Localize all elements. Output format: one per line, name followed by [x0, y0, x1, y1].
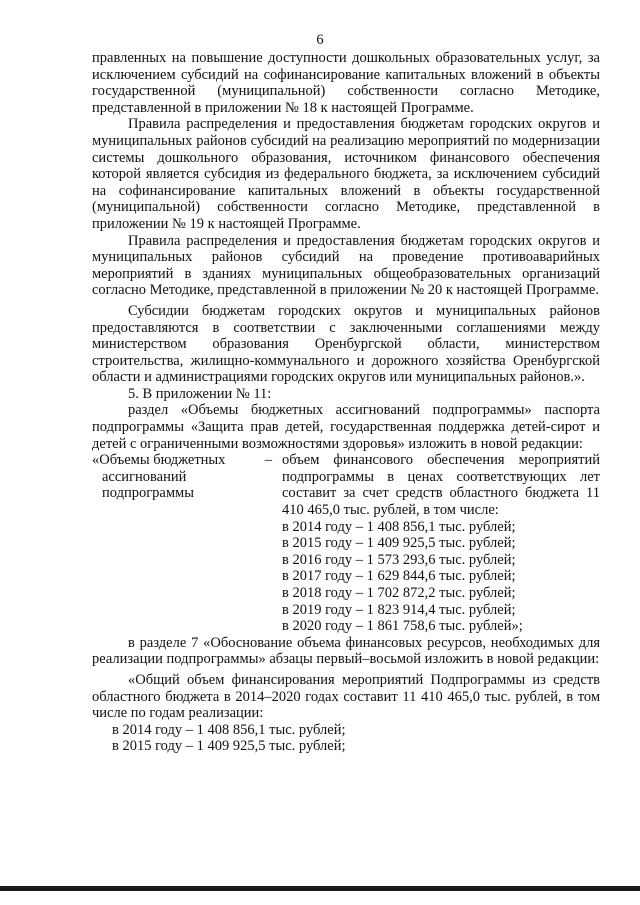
table-year-line: в 2017 году – 1 629 844,6 тыс. рублей; [282, 568, 516, 585]
table-year-line: в 2016 году – 1 573 293,6 тыс. рублей; [282, 551, 516, 568]
years-list [92, 722, 600, 755]
paragraph-section-budget: раздел «Объемы бюджетных ассигнований подпрограммы» паспорта подпрограммы «Защита прав детей, государственная поддержка детей-сирот и детей с ограниченными возможностями здоровья» изложить в новой редакции: [92, 402, 600, 452]
table-label-dash: – [264, 452, 272, 469]
paragraph-continuation: правленных на повышение доступности дошкольных образовательных услуг, за исключением субсидий на софинансирование капитальных вложений в объекты государственной (муниципальной) собственности согласно Методике, представленной в приложении № 18 к настоящей Программе. [92, 50, 600, 116]
paragraph-total-financing: «Общий объем финансирования мероприятий Подпрограммы из средств областного бюджета в 2014–2020 годах составит 11 410 465,0 тыс. рублей, в том числе по годам реализации: [92, 671, 600, 722]
table-year-line: в 2014 году – 1 408 856,1 тыс. рублей; [282, 518, 516, 535]
budget-table [92, 452, 600, 635]
table-label-line1: «Объемы бюджетных [92, 452, 226, 469]
paragraph-rules-emergency: Правила распределения и предоставления бюджетам городских округов и муниципальных районов субсидий на проведение противоаварийных мероприятий в зданиях муниципальных общеобразовательных организаций согласно Методике, представленной в приложении № 20 к настоящей Программе. [92, 232, 600, 299]
paragraph-section-7: в разделе 7 «Обоснование объема финансовых ресурсов, необходимых для реализации подпрограммы» абзацы первый–восьмой изложить в новой редакции: [92, 634, 600, 668]
budget-table-label [92, 452, 282, 635]
paragraph-rules-modernization: Правила распределения и предоставления бюджетам городских округов и муниципальных районов субсидий на реализацию мероприятий по модернизации системы дошкольного образования, источником финансового обеспечения которой является субсидия из федерального бюджета, за исключением субсидий на софинансирование капитальных вложений в объекты государственной (муниципальной) собственности согласно Методике, представленной в приложении № 19 к настоящей Программе. [92, 116, 600, 232]
paragraph-subsidies-agreements: Субсидии бюджетам городских округов и муниципальных районов предоставляются в соответствии с заключенными соглашениями между министерством образования Оренбургской области, министерством строительства, жилищно-коммунального и дорожного хозяйства Оренбургской области и администрациями городских округов или муниципальных районов.». [92, 302, 600, 386]
table-intro: объем финансового обеспечения мероприятий подпрограммы в ценах соответствующих лет составит за счет средств областного бюджета 11 410 465,0 тыс. рублей, в том числе: [282, 452, 600, 519]
table-label-line3: подпрограммы [102, 485, 194, 502]
table-year-line: в 2019 году – 1 823 914,4 тыс. рублей; [282, 601, 516, 618]
year-line: в 2015 году – 1 409 925,5 тыс. рублей; [112, 738, 346, 755]
year-line: в 2014 году – 1 408 856,1 тыс. рублей; [112, 721, 346, 738]
page-number: 6 [316, 32, 324, 48]
budget-table-value [282, 452, 600, 635]
bottom-rule [0, 886, 640, 891]
table-label-line2: ассигнований [102, 468, 187, 485]
document-body [92, 50, 600, 755]
paragraph-appendix-11: 5. В приложении № 11: [128, 385, 272, 402]
table-year-line: в 2020 году – 1 861 758,6 тыс. рублей»; [282, 618, 523, 635]
table-year-line: в 2018 году – 1 702 872,2 тыс. рублей; [282, 585, 516, 601]
table-year-line: в 2015 году – 1 409 925,5 тыс. рублей; [282, 535, 516, 552]
